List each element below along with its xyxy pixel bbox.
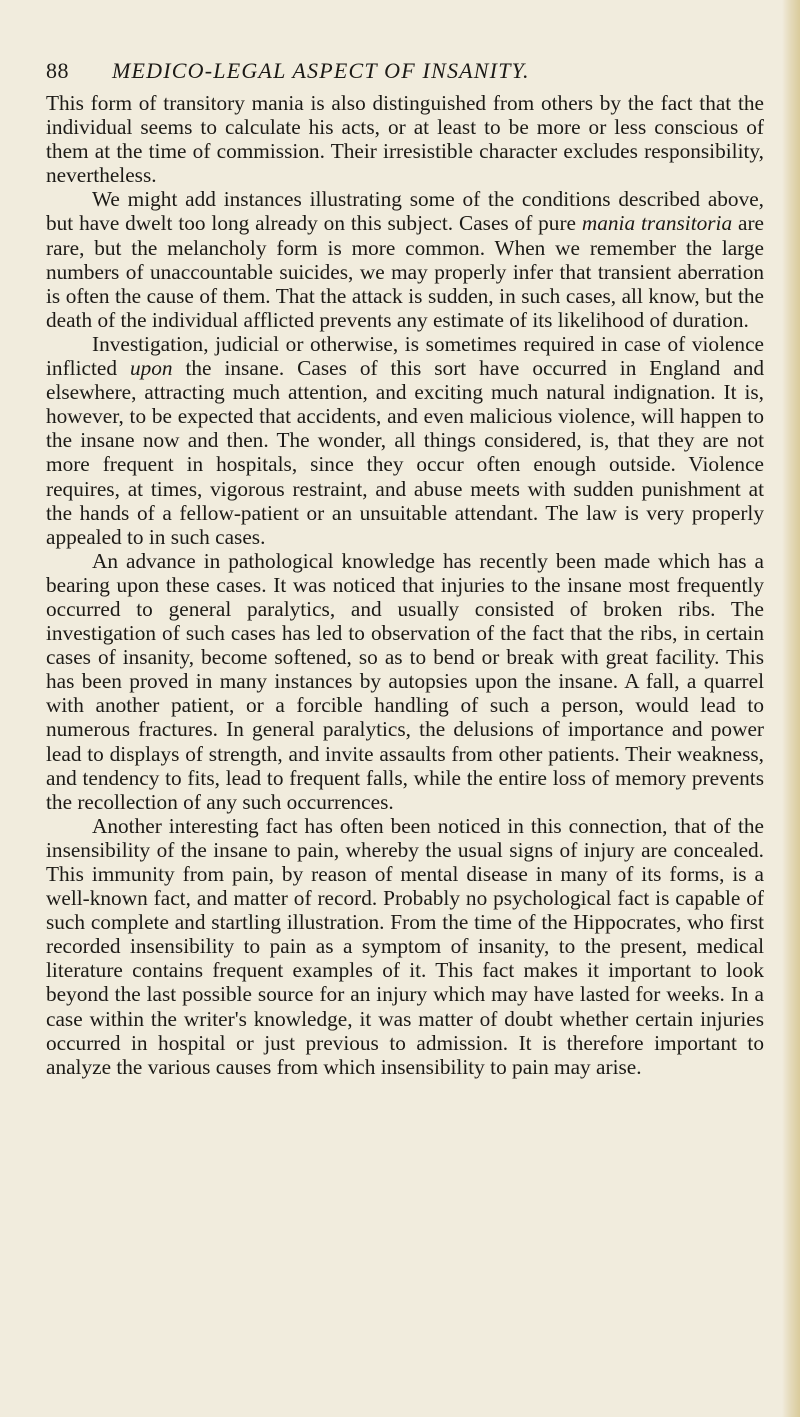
paragraph-3 — [46, 332, 764, 549]
paragraph-3-italic: upon — [129, 356, 173, 381]
page-number: 88 — [46, 58, 69, 83]
body-text — [46, 91, 764, 1079]
paragraph-2-text-b: are rare, but the melancholy form is more common. When we remember the large numbers of unaccountable suicides, we may properly infer that transient aberration is often the cause of them. That the attack is sudden, in such cases, all know, but the death of the individual afflicted prevents any estimate of its likelihood of duration. — [46, 211, 764, 332]
page-edge-shadow — [782, 0, 800, 1417]
running-head: MEDICO-LEGAL ASPECT OF INSANITY. — [112, 58, 530, 83]
paragraph-2 — [46, 187, 764, 332]
paragraph-2-text-a: We might add instances illustrating some of the conditions described above, but have dwelt too long already on this subject. Cases of pure — [46, 187, 764, 236]
paragraph-4: An advance in pathological knowledge has recently been made which has a bearing upon these cases. It was noticed that injuries to the insane most frequently occurred to general paralytics, and usually consisted of broken ribs. The investigation of such cases has led to observation of the fact that the ribs, in certain cases of insanity, become softened, so as to bend or break with great facility. This has been proved in many instances by autopsies upon the insane. A fall, a quarrel with another patient, or a forcible handling of such a person, would lead to numerous fractures. In general paralytics, the delusions of importance and power lead to displays of strength, and invite assaults from other patients. Their weakness, and tendency to fits, lead to frequent falls, while the entire loss of memory prevents the recollection of any such occurrences. — [46, 548, 764, 814]
paragraph-3-text-a: Investigation, judicial or otherwise, is sometimes required in case of violence inflicted — [46, 331, 764, 381]
paragraph-1: This form of transitory mania is also distinguished from others by the fact that the individual seems to calculate his acts, or at least to be more or less conscious of them at the time of commission. Their irresistible character excludes responsibility, nevertheless. — [46, 91, 764, 188]
paragraph-5: Another interesting fact has often been noticed in this connection, that of the insensibility of the insane to pain, whereby the usual signs of injury are concealed. This immunity from pain, by reason of mental disease in many of its forms, is a well-known fact, and matter of record. Probably no psychological fact is capable of such complete and startling illustration. From the time of the Hippocrates, who first recorded insensibility to pain as a symptom of insanity, to the present, medical literature contains frequent examples of it. This fact makes it important to look beyond the last possible source for an injury which may have lasted for weeks. In a case within the writer's knowledge, it was matter of doubt whether certain injuries occurred in hospital or just previous to admission. It is therefore important to analyze the various causes from which insensibility to pain may arise. — [46, 813, 764, 1079]
paragraph-2-italic: mania transitoria — [581, 211, 733, 236]
paragraph-3-text-b: the insane. Cases of this sort have occurred in England and elsewhere, attracting much attention, and exciting much natural indignation. It is, however, to be expected that accidents, and even malicious violence, will happen to the insane now and then. The wonder, all things considered, is, that they are not more frequent in hospitals, since they occur often enough outside. Violence requires, at times, vigorous restraint, and abuse meets with sudden punishment at the hands of a fellow-patient or an unsuitable attendant. The law is very properly appealed to in such cases. — [46, 356, 764, 549]
page-header — [46, 58, 766, 88]
